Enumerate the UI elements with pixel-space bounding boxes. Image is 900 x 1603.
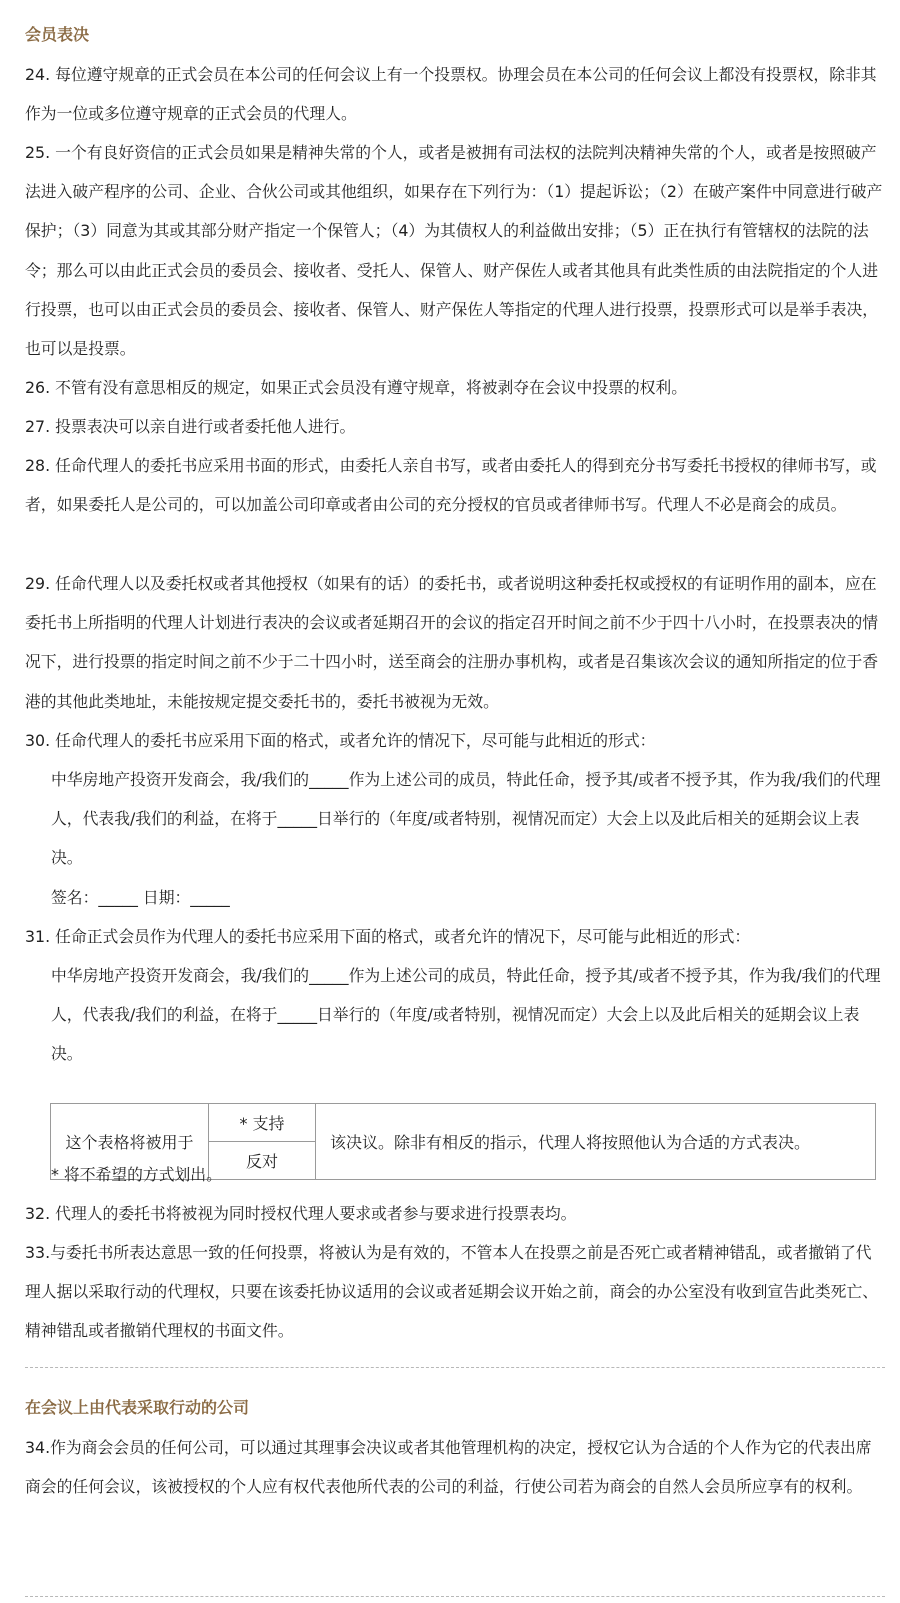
- proxy-form-text-2: 中华房地产投资开发商会，我/我们的_____作为上述公司的成员，特此任命，授予其/或者不授予其，作为我/我们的代理人，代表我/我们的利益，在将于_____日举行的（年度/或者特别，视情况而定）大会上以及此后相关的延期会议上表决。: [51, 966, 881, 1064]
- strike-out-note: * 将不希望的方式划出。: [51, 1165, 222, 1184]
- section-divider: [25, 1367, 885, 1368]
- clause-32: 32. 代理人的委托书将被视为同时授权代理人要求或者参与要求进行投票表均。: [25, 1204, 577, 1223]
- vote-option-for: * 支持: [209, 1104, 316, 1142]
- clause-29: 29. 任命代理人以及委托权或者其他授权（如果有的话）的委托书，或者说明这种委托权或授权的有证明作用的副本，应在委托书上所指明的代理人计划进行表决的会议或者延期召开的会议的指定召开时间之前不少于四十八小时，在投票表决的情况下，进行投票的指定时间之前不少于二十四小时，送至商会的注册办事机构，或者是召集该次会议的通知所指定的位于香港的其他此类地址，未能按规定提交委托书的，委托书被视为无效。: [25, 574, 879, 711]
- section-title-corporate-representatives: 在会议上由代表采取行动的公司: [25, 1398, 250, 1417]
- vote-table-note: 该决议。除非有相反的指示，代理人将按照他认为合适的方式表决。: [316, 1104, 876, 1180]
- proxy-form-text-1: 中华房地产投资开发商会，我/我们的_____作为上述公司的成员，特此任命，授予其/或者不授予其，作为我/我们的代理人，代表我/我们的利益，在将于_____日举行的（年度/或者特别，视情况而定）大会上以及此后相关的延期会议上表决。: [51, 770, 881, 868]
- clause-26: 26. 不管有没有意思相反的规定，如果正式会员没有遵守规章，将被剥夺在会议中投票的权利。: [25, 378, 688, 397]
- clause-25: 25. 一个有良好资信的正式会员如果是精神失常的个人，或者是被拥有司法权的法院判决精神失常的个人，或者是按照破产法进入破产程序的公司、企业、合伙公司或其他组织，如果存在下列行为：（1）提起诉讼；（2）在破产案件中同意进行破产保护；（3）同意为其或其部分财产指定一个保管人；（4）为其债权人的利益做出安排；（5）正在执行有管辖权的法院的法令；那么可以由此正式会员的委员会、接收者、受托人、保管人、财产保佐人或者其他具有此类性质的由法院指定的个人进行投票，也可以由正式会员的委员会、接收者、保管人、财产保佐人等指定的代理人进行投票，投票形式可以是举手表决，也可以是投票。: [25, 143, 883, 359]
- clause-31: 31. 任命正式会员作为代理人的委托书应采用下面的格式，或者允许的情况下，尽可能与此相近的形式：: [25, 927, 751, 946]
- clause-34: 34.作为商会会员的任何公司，可以通过其理事会决议或者其他管理机构的决定，授权它认为合适的个人作为它的代表出席商会的任何会议，该被授权的个人应有权代表他所代表的公司的利益，行使公司若为商会的自然人会员所应享有的权利。: [25, 1438, 872, 1497]
- signature-date-line: 签名：_____ 日期：_____: [51, 888, 230, 907]
- clause-27: 27. 投票表决可以亲自进行或者委托他人进行。: [25, 417, 356, 436]
- section-title-member-voting: 会员表决: [25, 25, 90, 44]
- section-divider-bottom: [25, 1596, 885, 1597]
- clause-24: 24. 每位遵守规章的正式会员在本公司的任何会议上有一个投票权。协理会员在本公司的任何会议上都没有投票权，除非其作为一位或多位遵守规章的正式会员的代理人。: [25, 65, 877, 124]
- clause-30: 30. 任命代理人的委托书应采用下面的格式，或者允许的情况下，尽可能与此相近的形式：: [25, 731, 656, 750]
- clause-28: 28. 任命代理人的委托书应采用书面的形式，由委托人亲自书写，或者由委托人的得到充分书写委托书授权的律师书写，或者，如果委托人是公司的，可以加盖公司印章或者由公司的充分授权的官员或者律师书写。代理人不必是商会的成员。: [25, 456, 877, 515]
- vote-option-against: 反对: [209, 1142, 316, 1180]
- clause-33: 33.与委托书所表达意思一致的任何投票，将被认为是有效的，不管本人在投票之前是否死亡或者精神错乱，或者撤销了代理人据以采取行动的代理权，只要在该委托协议适用的会议或者延期会议开始之前，商会的办公室没有收到宣告此类死亡、精神错乱或者撤销代理权的书面文件。: [25, 1243, 879, 1341]
- vote-table-label: 这个表格将被用于: [51, 1104, 209, 1180]
